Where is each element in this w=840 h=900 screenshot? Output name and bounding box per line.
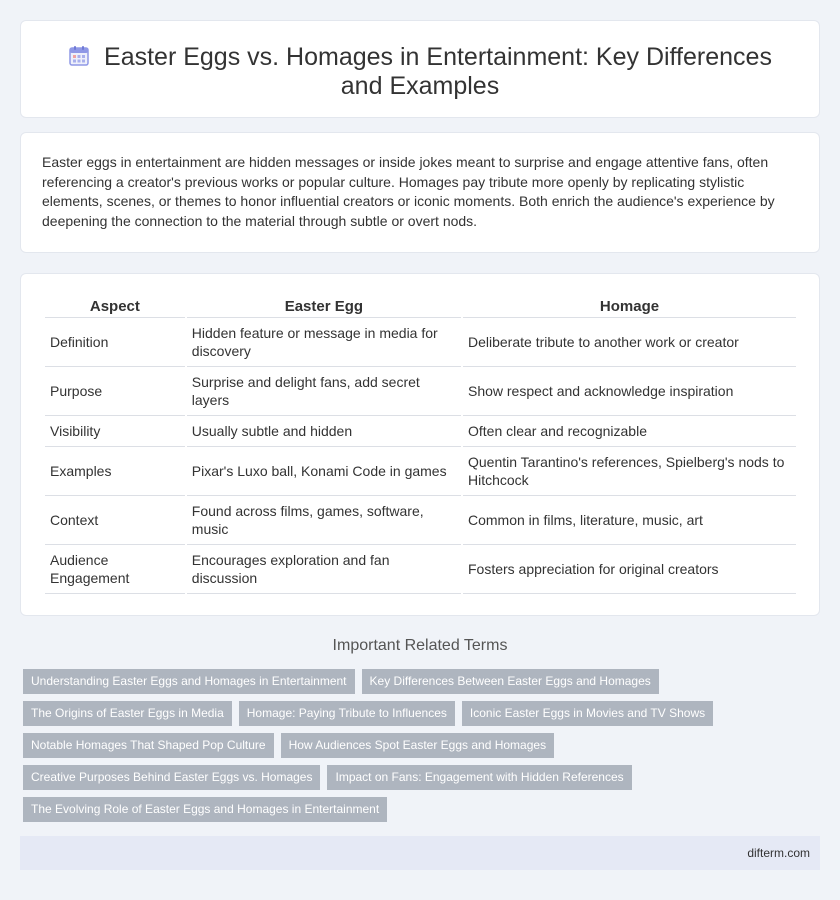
intro-paragraph: Easter eggs in entertainment are hidden messages or inside jokes meant to surprise and engage attentive fans, often referencing a creator's previous works or popular culture. Homages pay tribute more openly by replicating stylistic elements, scenes, or themes to honor influential creators or iconic moments. Both enrich the audience's experience by deepening the connection to the material through subtle or overt nods.	[42, 154, 775, 229]
related-term-link[interactable]: Creative Purposes Behind Easter Eggs vs. Homages	[23, 765, 320, 790]
cell-homage: Common in films, literature, music, art	[463, 496, 796, 545]
cell-aspect: Purpose	[45, 367, 185, 416]
page-title-wrap	[21, 43, 819, 101]
table-row	[45, 447, 796, 496]
table-row	[45, 416, 796, 447]
title-card	[20, 20, 820, 118]
related-term-link[interactable]: The Origins of Easter Eggs in Media	[23, 701, 232, 726]
table-row	[45, 318, 796, 367]
page-title: Easter Eggs vs. Homages in Entertainment: Key Differences and Examples	[104, 43, 772, 100]
related-term-link[interactable]: Understanding Easter Eggs and Homages in Entertainment	[23, 669, 355, 694]
related-term-link[interactable]: Notable Homages That Shaped Pop Culture	[23, 733, 274, 758]
cell-easter-egg: Pixar's Luxo ball, Konami Code in games	[187, 447, 461, 496]
table-row	[45, 367, 796, 416]
cell-easter-egg: Usually subtle and hidden	[187, 416, 461, 447]
cell-easter-egg: Found across films, games, software, music	[187, 496, 461, 545]
comparison-card	[20, 273, 820, 616]
intro-card	[20, 132, 820, 253]
related-term-link[interactable]: The Evolving Role of Easter Eggs and Homages in Entertainment	[23, 797, 387, 822]
table-row	[45, 545, 796, 594]
header-aspect: Aspect	[45, 296, 185, 318]
comparison-table	[43, 296, 798, 594]
cell-aspect: Examples	[45, 447, 185, 496]
cell-aspect: Context	[45, 496, 185, 545]
cell-aspect: Definition	[45, 318, 185, 367]
header-easter-egg: Easter Egg	[187, 296, 461, 318]
related-term-link[interactable]: Iconic Easter Eggs in Movies and TV Shows	[462, 701, 713, 726]
cell-aspect: Visibility	[45, 416, 185, 447]
related-term-link[interactable]: Impact on Fans: Engagement with Hidden References	[327, 765, 631, 790]
related-term-link[interactable]: Homage: Paying Tribute to Influences	[239, 701, 455, 726]
related-term-link[interactable]: How Audiences Spot Easter Eggs and Homages	[281, 733, 554, 758]
cell-homage: Show respect and acknowledge inspiration	[463, 367, 796, 416]
cell-homage: Often clear and recognizable	[463, 416, 796, 447]
table-header-row	[45, 296, 796, 318]
header-homage: Homage	[463, 296, 796, 318]
cell-homage: Quentin Tarantino's references, Spielberg's nods to Hitchcock	[463, 447, 796, 496]
table-row	[45, 496, 796, 545]
related-terms-title: Important Related Terms	[332, 637, 508, 654]
footer-site-link[interactable]: difterm.com	[747, 846, 810, 860]
cell-homage: Deliberate tribute to another work or creator	[463, 318, 796, 367]
cell-easter-egg: Surprise and delight fans, add secret layers	[187, 367, 461, 416]
cell-aspect: Audience Engagement	[45, 545, 185, 594]
calendar-icon	[68, 45, 90, 67]
cell-easter-egg: Hidden feature or message in media for discovery	[187, 318, 461, 367]
cell-easter-egg: Encourages exploration and fan discussion	[187, 545, 461, 594]
related-terms-list	[23, 669, 813, 829]
cell-homage: Fosters appreciation for original creators	[463, 545, 796, 594]
related-term-link[interactable]: Key Differences Between Easter Eggs and Homages	[362, 669, 659, 694]
footer	[20, 836, 820, 870]
